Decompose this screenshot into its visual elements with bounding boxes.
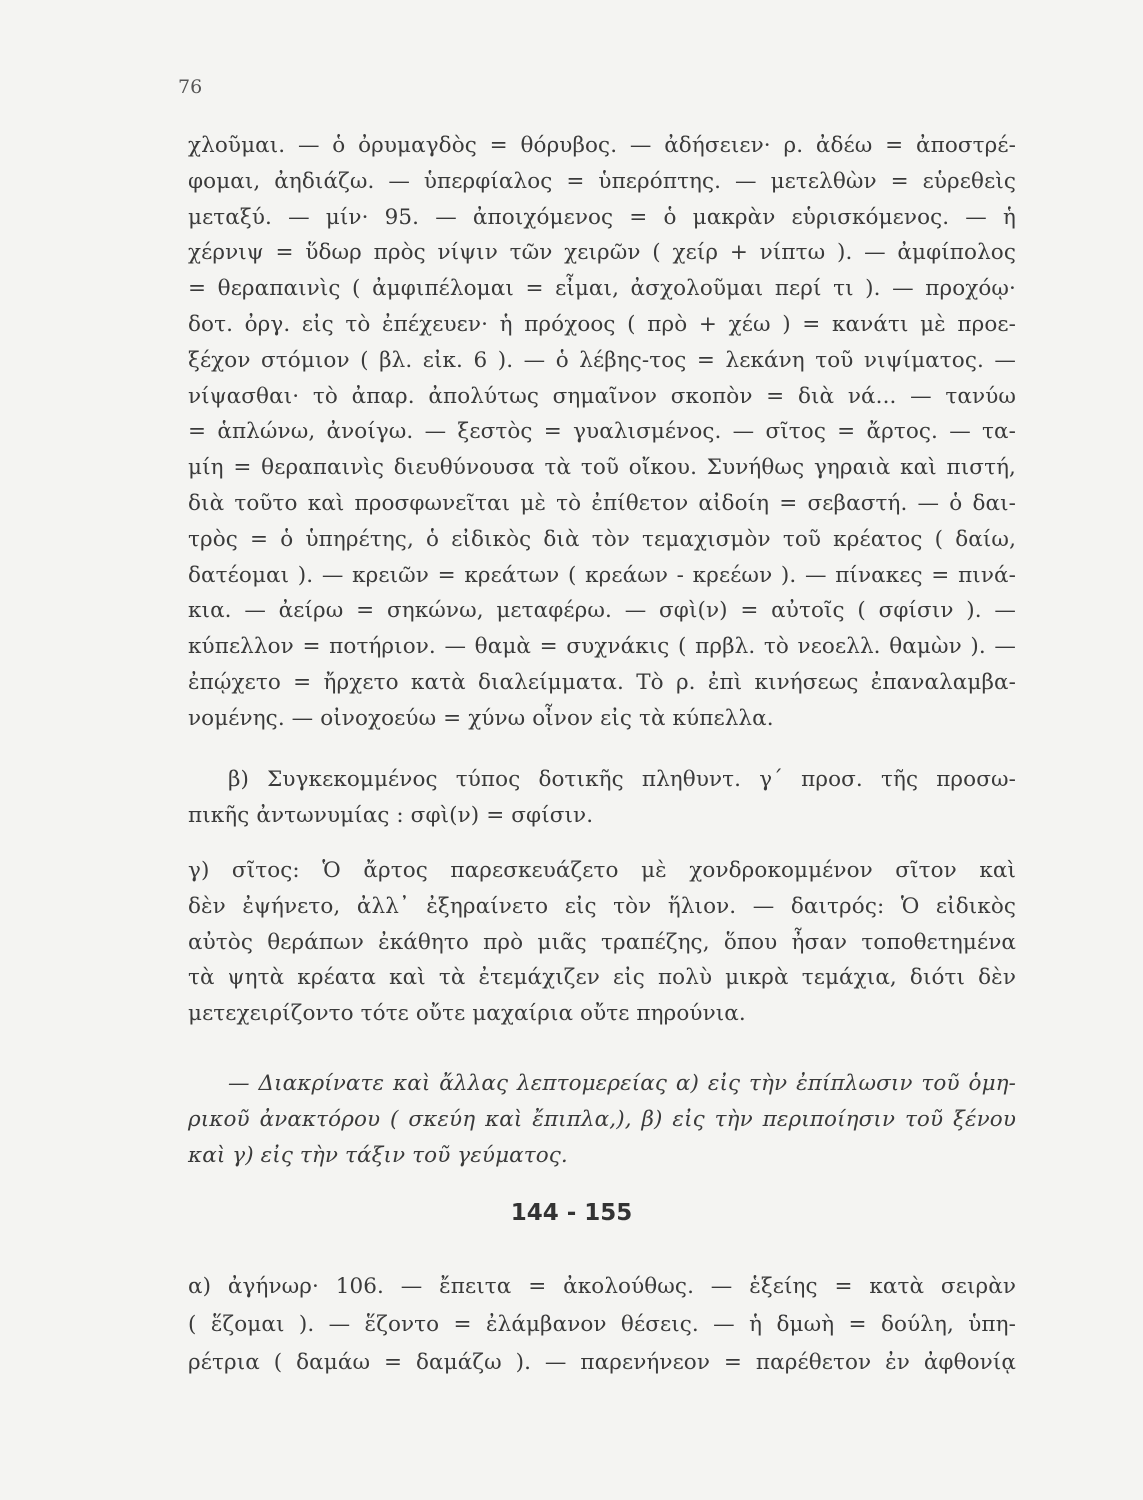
text-line: α) ἀγήνωρ· 106. — ἔπειτα = ἀκολούθως. — ἑξείης = κατὰ σειρὰν <box>188 1274 1016 1299</box>
note-b-paragraph <box>188 762 1016 834</box>
text-line: δατέομαι ). — κρειῶν = κρεάτων ( κρεάων - κρεέων ). — πίνακες = πινά- <box>188 562 1016 588</box>
page-number: 76 <box>178 76 203 98</box>
text-line: ρέτρια ( δαμάω = δαμάζω ). — παρενήνεον = παρέθετον ἐν ἀφθονίᾳ <box>188 1350 1016 1375</box>
text-line: — Διακρίνατε καὶ ἄλλας λεπτομερείας α) εἰς τὴν ἐπίπλωσιν τοῦ ὁμη- <box>228 1071 1016 1096</box>
text-line: δοτ. ὀργ. εἰς τὸ ἐπέχευεν· ἡ πρόχοος ( πρὸ + χέω ) = κανάτι μὲ προε- <box>188 311 1016 337</box>
text-line: διὰ τοῦτο καὶ προσφωνεῖται μὲ τὸ ἐπίθετον αἰδοίη = σεβαστή. — ὁ δαι- <box>188 490 1016 516</box>
text-line: μεταξύ. — μίν· 95. — ἀποιχόμενος = ὁ μακρὰν εὑρισκόμενος. — ἡ <box>188 204 1016 230</box>
note-g-paragraph <box>188 853 1016 1032</box>
text-line: καὶ γ) εἰς τὴν τάξιν τοῦ γεύματος. <box>188 1142 568 1168</box>
text-line: κύπελλον = ποτήριον. — θαμὰ = συχνάκις ( πρβλ. τὸ νεοελλ. θαμὼν ). — <box>188 634 1016 660</box>
text-line: δὲν ἐψήνετο, ἀλλ᾽ ἐξηραίνετο εἰς τὸν ἥλιον. — δαιτρός: Ὁ εἰδικὸς <box>188 893 1016 919</box>
text-line: ἐπῴχετο = ἤρχετο κατὰ διαλείμματα. Τὸ ρ. ἐπὶ κινήσεως ἐπαναλαμβα- <box>188 669 1016 695</box>
text-line: β) Συγκεκομμένος τύπος δοτικῆς πληθυντ. γ´ προσ. τῆς προσω- <box>228 767 1016 792</box>
text-line: = θεραπαινὶς ( ἀμφιπέλομαι = εἶμαι, ἀσχολοῦμαι περί τι ). — προχόῳ· <box>188 276 1016 302</box>
text-line: ( ἕζομαι ). — ἕζοντο = ἐλάμβανον θέσεις. — ἡ δμωὴ = δούλη, ὑπη- <box>188 1312 1016 1337</box>
text-line: ξέχον στόμιον ( βλ. εἰκ. 6 ). — ὁ λέβης-τος = λεκάνη τοῦ νιψίματος. — <box>188 347 1016 373</box>
text-line: κια. — ἀείρω = σηκώνω, μεταφέρω. — σφὶ(ν) = αὐτοῖς ( σφίσιν ). — <box>188 598 1016 624</box>
questions-paragraph <box>188 1066 1016 1173</box>
text-line: μίη = θεραπαινὶς διευθύνουσα τὰ τοῦ οἴκου. Συνήθως γηραιὰ καὶ πιστή, <box>188 455 1016 481</box>
text-line: νίψασθαι· τὸ ἀπαρ. ἀπολύτως σημαῖνον σκοπὸν = διὰ νά... — τανύω <box>188 383 1016 409</box>
note-a-paragraph <box>188 1268 1016 1382</box>
text-line: χλοῦμαι. — ὁ ὀρυμαγδὸς = θόρυβος. — ἀδήσειεν· ρ. ἀδέω = ἀποστρέ- <box>188 133 1016 158</box>
text-line: αὐτὸς θεράπων ἐκάθητο πρὸ μιᾶς τραπέζης, ὅπου ἦσαν τοποθετημένα <box>188 929 1016 955</box>
text-line: χέρνιψ = ὕδωρ πρὸς νίψιν τῶν χειρῶν ( χείρ + νίπτω ). — ἀμφίπολος <box>188 240 1016 266</box>
text-line: νομένης. — οἰνοχοεύω = χύνω οἶνον εἰς τὰ κύπελλα. <box>188 705 774 731</box>
text-line: γ) σῖτος: Ὁ ἄρτος παρεσκευάζετο μὲ χονδροκομμένον σῖτον καὶ <box>188 858 1016 883</box>
text-line: μετεχειρίζοντο τότε οὔτε μαχαίρια οὔτε πηρούνια. <box>188 1001 746 1027</box>
text-line: φομαι, ἀηδιάζω. — ὑπερφίαλος = ὑπερόπτης. — μετελθὼν = εὑρεθεὶς <box>188 168 1016 194</box>
glossary-paragraph <box>188 128 1016 737</box>
text-line: ρικοῦ ἀνακτόρου ( σκεύη καὶ ἔπιπλα,), β) εἰς τὴν περιποίησιν τοῦ ξένου <box>188 1106 1016 1132</box>
text-line: τρὸς = ὁ ὑπηρέτης, ὁ εἰδικὸς διὰ τὸν τεμαχισμὸν τοῦ κρέατος ( δαίω, <box>188 526 1016 552</box>
text-line: = ἁπλώνω, ἀνοίγω. — ξεστὸς = γυαλισμένος. — σῖτος = ἄρτος. — τα- <box>188 419 1016 445</box>
text-line: πικῆς ἀντωνυμίας : σφὶ(ν) = σφίσιν. <box>188 802 594 828</box>
text-line: τὰ ψητὰ κρέατα καὶ τὰ ἐτεμάχιζεν εἰς πολὺ μικρὰ τεμάχια, διότι δὲν <box>188 965 1016 991</box>
section-heading: 144 - 155 <box>510 1200 633 1226</box>
